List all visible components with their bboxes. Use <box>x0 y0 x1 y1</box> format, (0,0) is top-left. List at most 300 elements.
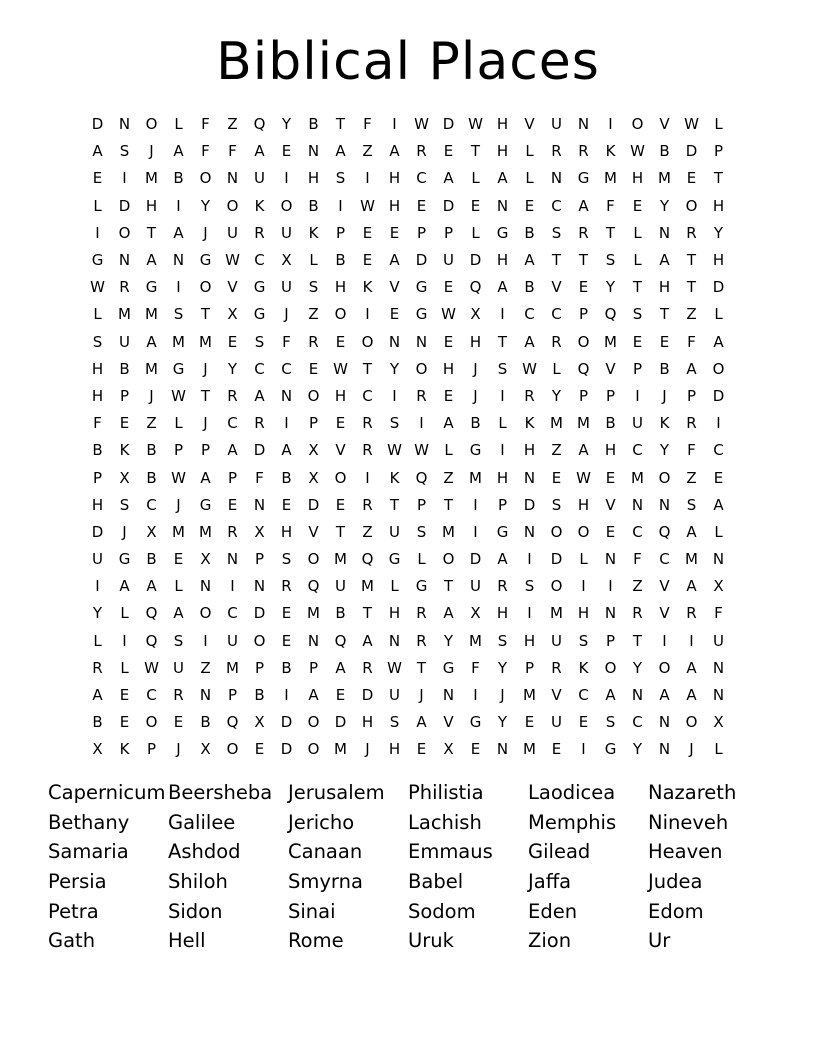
grid-letter: C <box>713 441 724 460</box>
grid-letter: P <box>686 386 697 405</box>
grid-letter: V <box>227 278 238 297</box>
grid-letter: A <box>173 223 184 242</box>
grid-letter: W <box>144 658 159 677</box>
grid-letter: Z <box>686 468 697 487</box>
grid-letter: S <box>578 631 589 650</box>
grid-letter: V <box>524 115 535 134</box>
grid-letter: U <box>389 686 400 705</box>
grid-letter: U <box>551 631 562 650</box>
grid-letter: X <box>281 251 292 270</box>
grid-letter: L <box>174 577 183 596</box>
grid-letter: D <box>442 196 455 215</box>
grid-letter: H <box>469 332 482 351</box>
grid-letter: L <box>714 305 723 324</box>
word-bank-item: Jaffa <box>528 870 572 894</box>
grid-letter: L <box>174 115 183 134</box>
grid-letter: D <box>334 713 347 732</box>
grid-letter: L <box>714 740 723 759</box>
grid-letter: D <box>280 740 293 759</box>
grid-letter: A <box>605 686 616 705</box>
grid-letter: O <box>604 658 617 677</box>
grid-letter: P <box>173 441 184 460</box>
grid-letter: K <box>254 196 265 215</box>
page-title: Biblical Places <box>216 32 600 92</box>
grid-letter: H <box>334 386 347 405</box>
grid-letter: A <box>200 468 211 487</box>
grid-letter: E <box>605 522 616 541</box>
grid-letter: L <box>579 550 588 569</box>
grid-letter: F <box>687 332 696 351</box>
grid-letter: G <box>172 359 185 378</box>
grid-letter: Y <box>389 359 400 378</box>
grid-letter: W <box>90 278 105 297</box>
grid-letter: I <box>176 196 181 215</box>
grid-letter: R <box>227 386 238 405</box>
grid-letter: X <box>308 468 319 487</box>
word-bank-item: Persia <box>48 870 107 894</box>
word-bank <box>48 778 768 956</box>
grid-letter: G <box>577 169 590 188</box>
grid-letter: G <box>415 577 428 596</box>
grid-letter: I <box>527 550 532 569</box>
grid-letter: P <box>254 550 265 569</box>
grid-letter: H <box>91 386 104 405</box>
grid-letter: C <box>227 414 238 433</box>
grid-letter: Y <box>713 223 724 242</box>
grid-letter: P <box>200 441 211 460</box>
grid-letter: M <box>604 332 617 351</box>
grid-letter: L <box>174 414 183 433</box>
grid-letter: H <box>496 142 509 161</box>
grid-letter: R <box>686 604 697 623</box>
grid-letter: I <box>392 115 397 134</box>
grid-letter: A <box>443 414 454 433</box>
grid-letter: P <box>713 142 724 161</box>
grid-letter: L <box>93 196 102 215</box>
grid-letter: N <box>658 740 671 759</box>
grid-letter: P <box>119 386 130 405</box>
grid-letter: O <box>685 713 698 732</box>
word-bank-item: Sidon <box>168 899 223 923</box>
grid-letter: S <box>389 713 400 732</box>
grid-letter: D <box>523 495 536 514</box>
grid-letter: I <box>473 522 478 541</box>
grid-letter: O <box>442 550 455 569</box>
grid-letter: T <box>200 305 211 324</box>
grid-letter: H <box>280 522 293 541</box>
grid-letter: X <box>713 713 724 732</box>
word-bank-item: Canaan <box>288 840 363 864</box>
grid-letter: A <box>254 142 265 161</box>
grid-letter: U <box>443 251 454 270</box>
grid-letter: R <box>416 386 427 405</box>
word-bank-item: Smyrna <box>288 870 363 894</box>
grid-letter: X <box>470 305 481 324</box>
grid-letter: S <box>605 251 616 270</box>
grid-letter: N <box>307 142 320 161</box>
grid-letter: Y <box>497 658 508 677</box>
grid-letter: L <box>93 305 102 324</box>
grid-letter: F <box>93 414 102 433</box>
grid-letter: F <box>687 441 696 460</box>
grid-letter: E <box>119 686 130 705</box>
word-bank-item: Hell <box>168 929 206 953</box>
grid-letter: X <box>443 740 454 759</box>
grid-letter: M <box>199 522 212 541</box>
grid-letter: R <box>551 332 562 351</box>
grid-letter: T <box>389 495 400 514</box>
grid-letter: H <box>145 196 158 215</box>
grid-letter: J <box>419 686 424 705</box>
grid-letter: S <box>551 223 562 242</box>
grid-letter: E <box>443 142 454 161</box>
grid-letter: A <box>146 577 157 596</box>
grid-letter: R <box>254 414 265 433</box>
grid-letter: S <box>119 142 130 161</box>
grid-letter: Y <box>92 604 103 623</box>
grid-letter: I <box>284 686 289 705</box>
grid-letter: B <box>200 713 211 732</box>
grid-letter: U <box>281 223 292 242</box>
grid-letter: J <box>365 740 370 759</box>
letter-grid <box>84 111 732 764</box>
grid-letter: N <box>442 686 455 705</box>
grid-letter: M <box>145 305 158 324</box>
grid-letter: B <box>119 359 130 378</box>
grid-letter: J <box>473 359 478 378</box>
grid-letter: N <box>226 169 239 188</box>
grid-letter: Z <box>146 414 157 433</box>
grid-letter: H <box>388 196 401 215</box>
word-bank-item: Babel <box>408 870 464 894</box>
grid-letter: R <box>686 223 697 242</box>
grid-letter: W <box>387 441 402 460</box>
grid-letter: E <box>713 468 724 487</box>
grid-letter: S <box>524 577 535 596</box>
grid-letter: M <box>118 305 131 324</box>
grid-letter: B <box>524 223 535 242</box>
grid-letter: E <box>335 332 346 351</box>
grid-letter: R <box>227 522 238 541</box>
grid-letter: P <box>632 359 643 378</box>
grid-letter: L <box>390 577 399 596</box>
word-bank-item: Zion <box>528 929 572 953</box>
grid-letter: Q <box>145 604 158 623</box>
grid-letter: J <box>176 740 181 759</box>
grid-letter: Q <box>145 631 158 650</box>
grid-letter: H <box>334 278 347 297</box>
grid-letter: V <box>389 278 400 297</box>
grid-letter: J <box>500 686 505 705</box>
grid-letter: Q <box>253 115 266 134</box>
grid-letter: R <box>281 577 292 596</box>
grid-letter: Y <box>200 196 211 215</box>
grid-letter: G <box>415 278 428 297</box>
grid-letter: B <box>659 359 670 378</box>
grid-letter: O <box>226 196 239 215</box>
grid-letter: A <box>659 251 670 270</box>
grid-letter: U <box>227 631 238 650</box>
grid-letter: Z <box>551 441 562 460</box>
grid-letter: E <box>470 740 481 759</box>
grid-letter: T <box>551 251 562 270</box>
grid-letter: S <box>416 522 427 541</box>
grid-letter: M <box>226 658 239 677</box>
grid-letter: D <box>91 522 104 541</box>
grid-letter: U <box>470 577 481 596</box>
grid-letter: B <box>524 278 535 297</box>
grid-letter: U <box>713 631 724 650</box>
grid-letter: K <box>389 468 400 487</box>
grid-letter: T <box>362 359 373 378</box>
grid-letter: E <box>443 278 454 297</box>
grid-letter: E <box>227 332 238 351</box>
grid-letter: L <box>714 522 723 541</box>
grid-letter: U <box>119 332 130 351</box>
word-bank-item: Uruk <box>408 929 454 953</box>
grid-letter: G <box>388 550 401 569</box>
grid-letter: W <box>522 359 537 378</box>
grid-letter: Y <box>497 713 508 732</box>
grid-letter: S <box>389 414 400 433</box>
grid-letter: O <box>307 550 320 569</box>
grid-letter: I <box>500 305 505 324</box>
grid-letter: I <box>284 414 289 433</box>
word-bank-item: Jerusalem <box>288 781 385 804</box>
grid-letter: E <box>173 550 184 569</box>
grid-letter: C <box>416 169 427 188</box>
grid-letter: C <box>578 686 589 705</box>
grid-letter: C <box>551 196 562 215</box>
word-bank-item: Philistia <box>408 781 484 804</box>
grid-letter: J <box>473 386 478 405</box>
grid-letter: R <box>308 332 319 351</box>
grid-letter: E <box>389 305 400 324</box>
grid-letter: O <box>577 332 590 351</box>
grid-letter: A <box>497 550 508 569</box>
grid-letter: Y <box>632 740 643 759</box>
grid-letter: U <box>551 115 562 134</box>
word-bank-item: Nazareth <box>648 781 737 804</box>
grid-letter: P <box>308 658 319 677</box>
grid-letter: E <box>92 169 103 188</box>
grid-letter: Y <box>659 441 670 460</box>
grid-letter: V <box>551 686 562 705</box>
grid-letter: E <box>632 332 643 351</box>
grid-letter: P <box>254 658 265 677</box>
grid-letter: A <box>389 142 400 161</box>
word-bank-item: Beersheba <box>168 781 273 804</box>
grid-letter: F <box>714 604 723 623</box>
grid-letter: W <box>576 468 591 487</box>
grid-letter: N <box>280 386 293 405</box>
word-bank-item: Jericho <box>288 810 355 834</box>
grid-letter: D <box>550 550 563 569</box>
grid-letter: V <box>443 713 454 732</box>
grid-letter: A <box>146 332 157 351</box>
grid-letter: I <box>608 115 613 134</box>
grid-letter: R <box>416 142 427 161</box>
grid-letter: H <box>496 468 509 487</box>
grid-letter: E <box>443 332 454 351</box>
grid-letter: W <box>414 441 429 460</box>
grid-letter: H <box>496 604 509 623</box>
grid-letter: B <box>605 414 616 433</box>
grid-letter: Q <box>307 577 320 596</box>
grid-letter: M <box>685 550 698 569</box>
grid-letter: V <box>659 577 670 596</box>
grid-letter: H <box>577 495 590 514</box>
grid-letter: C <box>362 386 373 405</box>
grid-letter: V <box>659 115 670 134</box>
grid-letter: X <box>254 713 265 732</box>
grid-letter: O <box>361 332 374 351</box>
grid-letter: X <box>227 305 238 324</box>
grid-letter: G <box>415 305 428 324</box>
grid-letter: D <box>469 550 482 569</box>
grid-letter: A <box>173 604 184 623</box>
grid-letter: B <box>281 468 292 487</box>
grid-letter: T <box>497 332 508 351</box>
word-bank-item: Galilee <box>168 810 236 834</box>
grid-letter: D <box>415 251 428 270</box>
grid-letter: B <box>92 713 103 732</box>
grid-letter: D <box>361 686 374 705</box>
grid-letter: Y <box>632 658 643 677</box>
word-bank-item: Shiloh <box>168 870 228 894</box>
grid-letter: D <box>685 142 698 161</box>
grid-letter: R <box>497 577 508 596</box>
grid-letter: N <box>388 332 401 351</box>
grid-letter: S <box>686 495 697 514</box>
grid-letter: G <box>496 522 509 541</box>
grid-letter: N <box>577 115 590 134</box>
grid-letter: S <box>632 305 643 324</box>
grid-letter: A <box>92 686 103 705</box>
grid-letter: A <box>416 713 427 732</box>
grid-letter: F <box>228 142 237 161</box>
grid-letter: J <box>203 223 208 242</box>
grid-letter: S <box>605 713 616 732</box>
grid-letter: F <box>471 658 480 677</box>
grid-letter: J <box>203 359 208 378</box>
grid-letter: W <box>225 251 240 270</box>
grid-letter: M <box>199 332 212 351</box>
grid-letter: A <box>686 686 697 705</box>
grid-letter: N <box>604 550 617 569</box>
grid-letter: I <box>527 604 532 623</box>
grid-letter: M <box>361 577 374 596</box>
grid-letter: A <box>92 142 103 161</box>
grid-letter: G <box>442 658 455 677</box>
grid-letter: N <box>550 169 563 188</box>
grid-letter: E <box>335 686 346 705</box>
grid-letter: A <box>578 441 589 460</box>
grid-letter: M <box>604 169 617 188</box>
grid-letter: Y <box>281 115 292 134</box>
grid-letter: O <box>334 468 347 487</box>
grid-letter: R <box>362 441 373 460</box>
word-bank-item: Bethany <box>48 810 130 834</box>
grid-letter: I <box>662 631 667 650</box>
grid-letter: P <box>227 468 238 487</box>
grid-letter: S <box>497 359 508 378</box>
grid-letter: G <box>469 713 482 732</box>
grid-letter: Z <box>200 658 211 677</box>
grid-letter: Z <box>308 305 319 324</box>
grid-letter: U <box>227 223 238 242</box>
grid-letter: P <box>524 658 535 677</box>
word-bank-item: Petra <box>48 899 99 923</box>
grid-letter: Z <box>227 115 238 134</box>
grid-letter: R <box>254 223 265 242</box>
grid-letter: L <box>417 550 426 569</box>
grid-letter: W <box>171 468 186 487</box>
grid-letter: U <box>551 713 562 732</box>
grid-letter: L <box>525 142 534 161</box>
grid-letter: L <box>471 169 480 188</box>
grid-letter: T <box>686 251 697 270</box>
grid-letter: B <box>92 441 103 460</box>
grid-letter: K <box>119 441 130 460</box>
grid-letter: R <box>686 414 697 433</box>
word-bank-item: Capernicum <box>48 781 166 804</box>
grid-letter: E <box>119 414 130 433</box>
grid-letter: P <box>335 223 346 242</box>
grid-letter: R <box>362 495 373 514</box>
grid-letter: D <box>280 713 293 732</box>
grid-letter: Y <box>551 386 562 405</box>
grid-letter: L <box>444 441 453 460</box>
grid-letter: A <box>254 386 265 405</box>
grid-letter: N <box>496 196 509 215</box>
grid-letter: P <box>578 386 589 405</box>
grid-letter: I <box>284 169 289 188</box>
grid-letter: W <box>684 115 699 134</box>
grid-letter: B <box>146 550 157 569</box>
grid-letter: S <box>92 332 103 351</box>
word-bank-item: Judea <box>648 870 703 894</box>
grid-letter: W <box>441 305 456 324</box>
grid-letter: I <box>473 495 478 514</box>
grid-letter: M <box>334 740 347 759</box>
grid-letter: K <box>578 658 589 677</box>
grid-letter: T <box>470 142 481 161</box>
grid-letter: M <box>523 686 536 705</box>
grid-letter: C <box>632 441 643 460</box>
grid-letter: A <box>443 604 454 623</box>
grid-letter: I <box>230 577 235 596</box>
grid-letter: W <box>630 142 645 161</box>
grid-letter: A <box>686 359 697 378</box>
grid-letter: A <box>335 142 346 161</box>
grid-letter: J <box>122 522 127 541</box>
grid-letter: N <box>631 495 644 514</box>
grid-letter: A <box>362 631 373 650</box>
grid-letter: G <box>199 495 212 514</box>
grid-letter: N <box>118 251 131 270</box>
grid-letter: E <box>578 278 589 297</box>
grid-letter: N <box>604 604 617 623</box>
grid-letter: S <box>335 169 346 188</box>
grid-letter: E <box>605 468 616 487</box>
grid-letter: E <box>659 332 670 351</box>
grid-letter: H <box>91 495 104 514</box>
word-bank-item: Laodicea <box>528 781 616 804</box>
grid-letter: C <box>146 686 157 705</box>
grid-letter: P <box>497 495 508 514</box>
grid-letter: Q <box>469 278 482 297</box>
